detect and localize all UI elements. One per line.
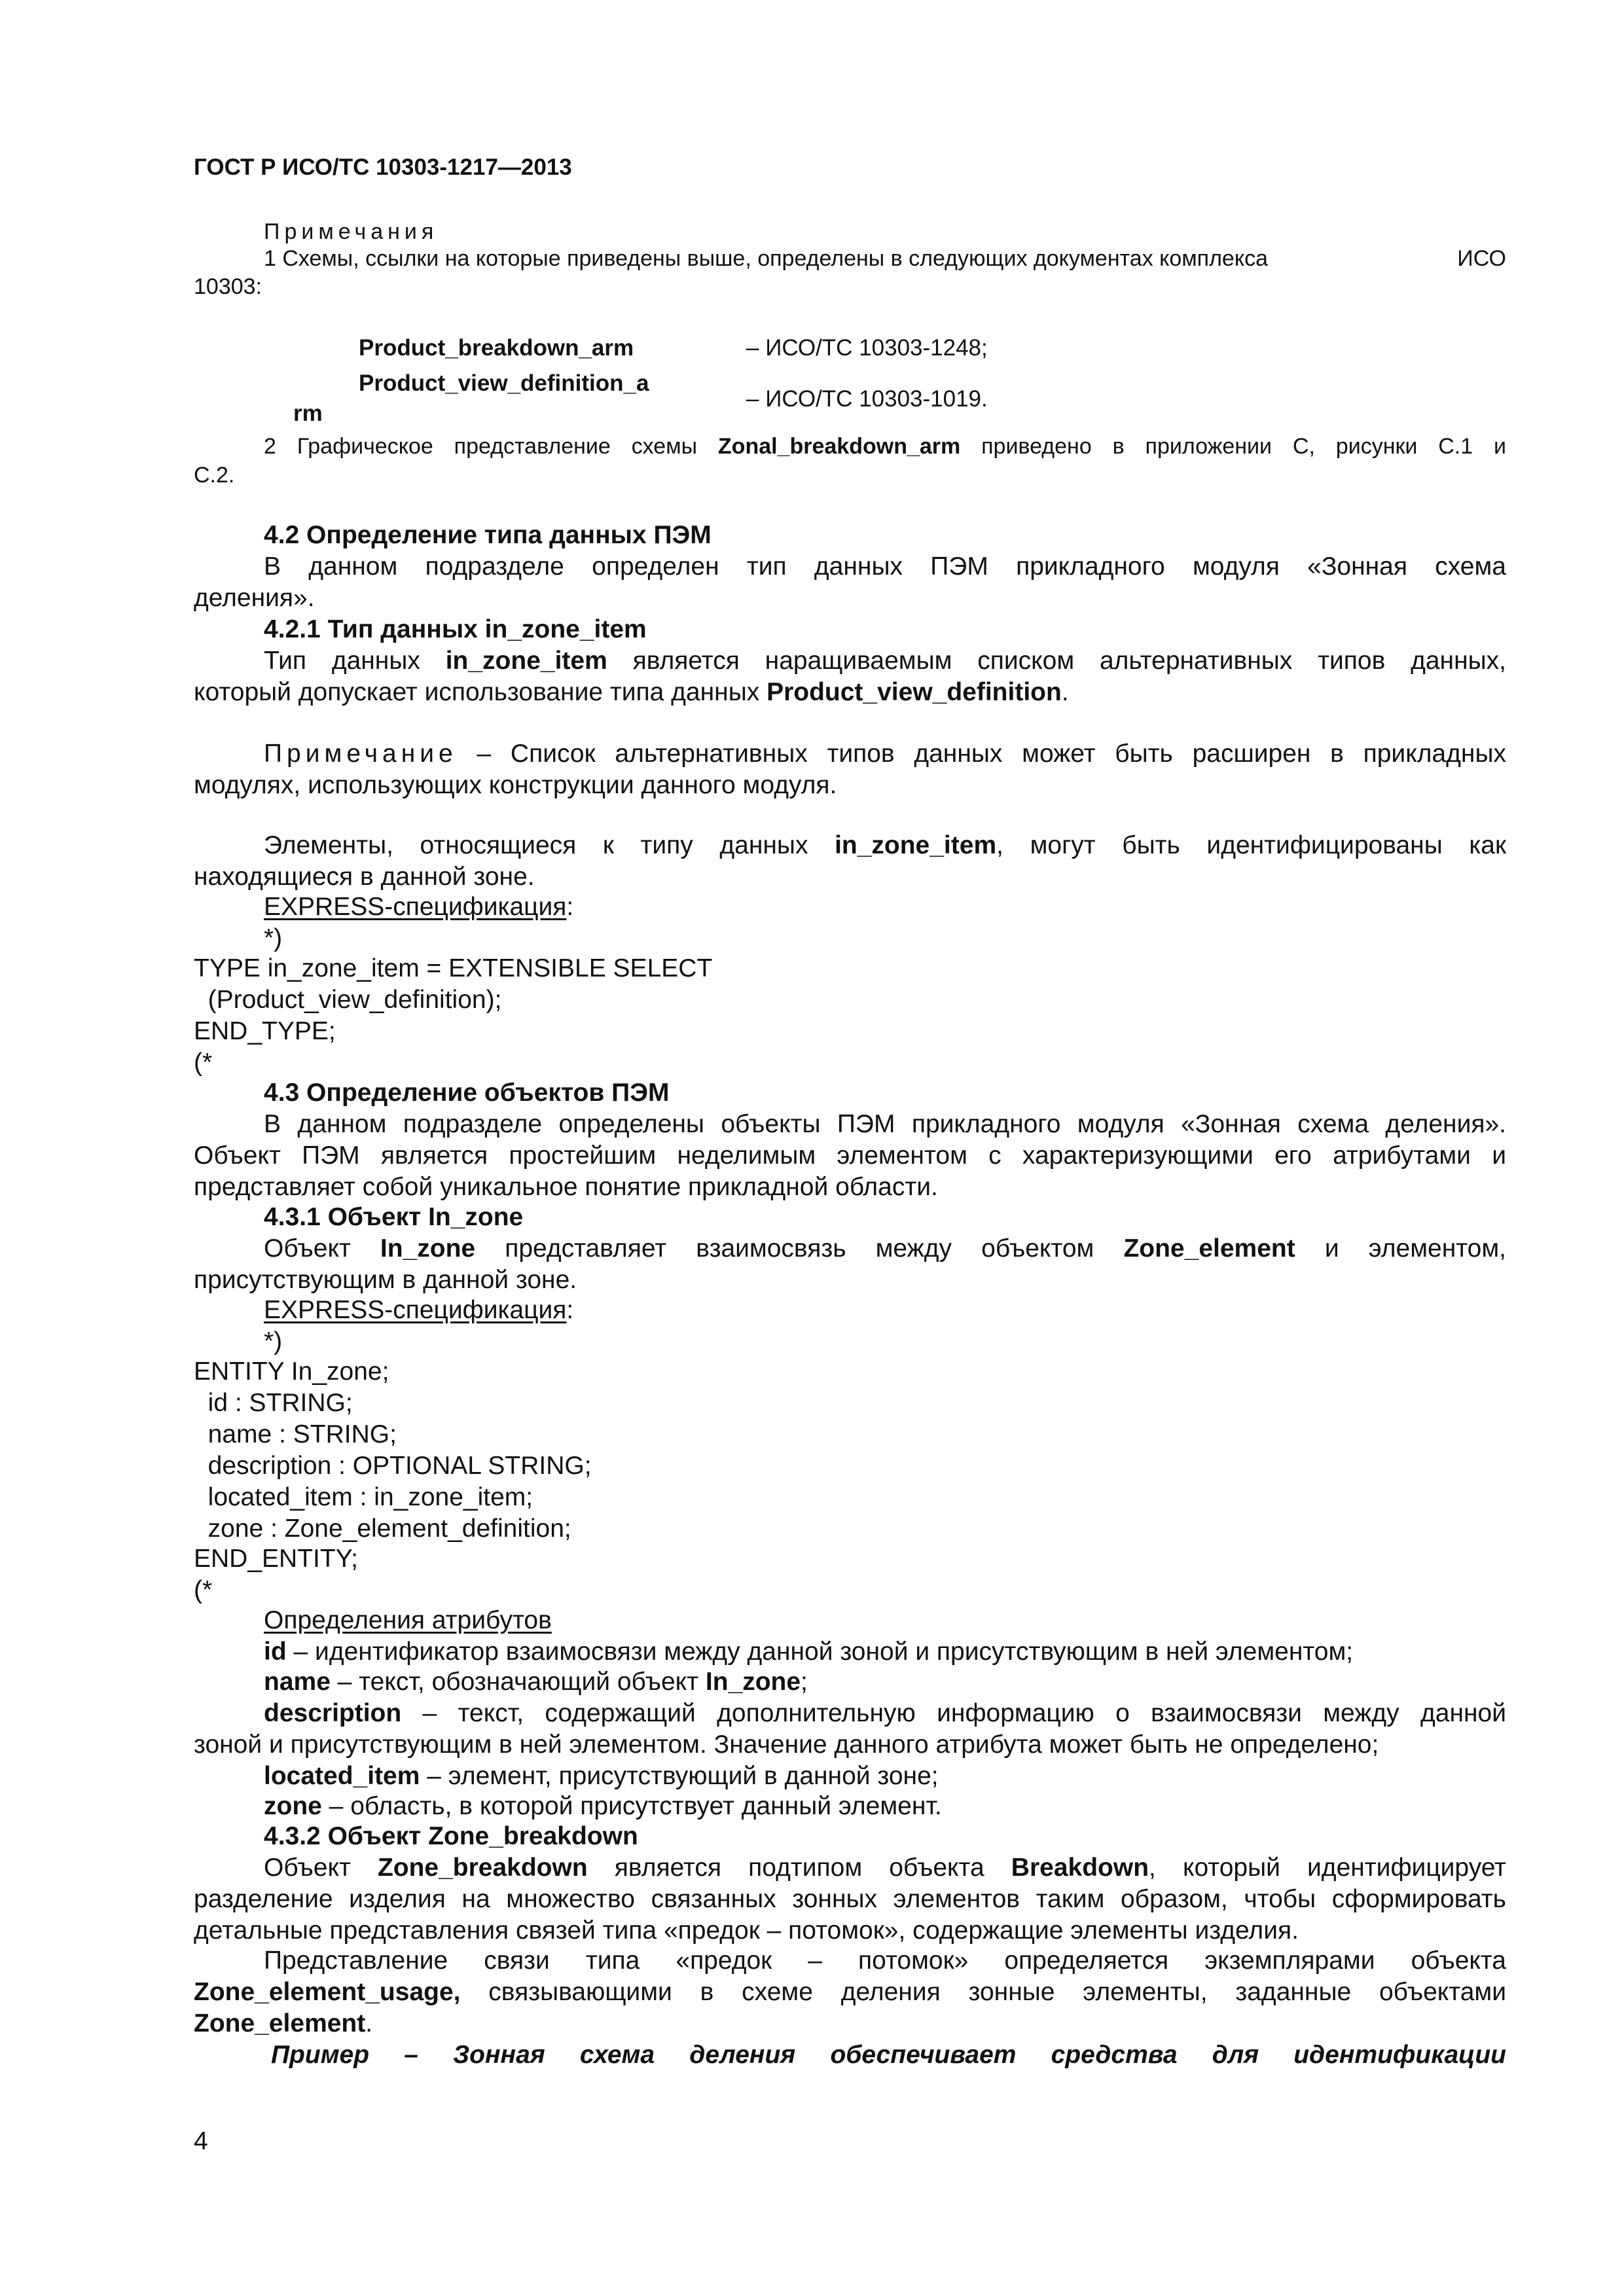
section-4-3-2-text: Представление связи типа «предок – потомок» определяется экземплярами объекта [264, 1946, 1506, 1975]
code-line: TYPE in_zone_item = EXTENSIBLE SELECT [194, 954, 713, 982]
section-4-3-text: Объект ПЭМ является простейшим неделимым элементом с характеризующими его атрибутами и [194, 1141, 1506, 1170]
note-2: 2 Графическое представление схемы Zonal_breakdown_arm приведено в приложении С, рисунки С.1 и [264, 434, 1507, 459]
section-4-3-1-heading: 4.3.1 Объект In_zone [264, 1203, 524, 1231]
ref-schema-2-cont: rm [293, 401, 323, 426]
ref-doc-2: – ИСО/ТС 10303-1019. [746, 386, 988, 412]
ref-schema-2: Product_view_definition_a [359, 370, 649, 396]
express-open-2: *) [264, 1327, 283, 1355]
section-4-3-1-text: Объект In_zone представляет взаимосвязь между объектом Zone_element и элементом, [264, 1234, 1507, 1263]
code-line: name : STRING; [194, 1420, 397, 1448]
attr-id: id – идентификатор взаимосвязи между данной зоной и присутствующим в ней элементом; [264, 1638, 1354, 1666]
section-4-2-1-note: Примечание – Список альтернативных типов данных может быть расширен в прикладных [264, 740, 1506, 768]
section-4-2-1-heading: 4.2.1 Тип данных in_zone_item [264, 615, 647, 643]
section-4-2-text: В данном подразделе определен тип данных ПЭМ прикладного модуля «Зонная схема [264, 552, 1506, 581]
code-line: END_ENTITY; [194, 1545, 359, 1573]
code-line: description : OPTIONAL STRING; [194, 1452, 592, 1480]
section-4-2-heading: 4.2 Определение типа данных ПЭМ [264, 521, 712, 549]
section-4-3-1-text-cont: присутствующим в данной зоне. [194, 1266, 577, 1294]
section-4-3-2-text: детальные представления связей типа «предок – потомок», содержащие элементы изделия. [194, 1916, 1299, 1945]
ref-schema-1: Product_breakdown_arm [359, 335, 634, 361]
example-text: Пример – Зонная схема деления обеспечивает средства для идентификации [271, 2041, 1506, 2069]
section-4-3-text: представляет собой уникальное понятие прикладной области. [194, 1173, 938, 1201]
code-line: zone : Zone_element_definition; [194, 1515, 571, 1543]
section-4-2-1-text-cont: который допускает использование типа данных Product_view_definition. [194, 678, 1069, 706]
section-4-2-1-elements-cont: находящиеся в данной зоне. [194, 863, 535, 891]
note-2-cont: С.2. [194, 463, 235, 488]
section-4-3-2-text: Zone_element. [194, 2009, 373, 2037]
attr-description: description – текст, содержащий дополнительную информацию о взаимосвязи между данной [264, 1699, 1506, 1727]
section-4-2-1-note-cont: модулях, использующих конструкции данного модуля. [194, 771, 837, 799]
section-4-3-text: В данном подразделе определены объекты ПЭМ прикладного модуля «Зонная схема деления». [264, 1110, 1506, 1138]
note-1-cont: 10303: [194, 274, 262, 299]
attr-zone: zone – область, в которой присутствует данный элемент. [264, 1792, 942, 1820]
attr-located-item: located_item – элемент, присутствующий в данной зоне; [264, 1762, 939, 1790]
notes-title: Примечания [264, 219, 439, 244]
express-spec-label-2: EXPRESS-спецификация: [264, 1296, 574, 1324]
section-4-3-heading: 4.3 Определение объектов ПЭМ [264, 1079, 670, 1107]
section-4-3-2-text: разделение изделия на множество связанных зонных элементов таким образом, чтобы сформировать [194, 1885, 1506, 1913]
code-line: id : STRING; [194, 1389, 353, 1417]
section-4-3-2-text: Zone_element_usage, связывающими в схеме деления зонные элементы, заданные объектами [194, 1978, 1506, 2006]
document-header: ГОСТ Р ИСО/ТС 10303-1217—2013 [194, 154, 572, 180]
express-open-1: *) [264, 924, 283, 952]
section-4-2-text-cont: деления». [194, 584, 315, 612]
code-line: (* [194, 1049, 213, 1077]
ref-doc-1: – ИСО/ТС 10303-1248; [746, 335, 988, 361]
code-line: ENTITY In_zone; [194, 1357, 389, 1386]
attribute-definitions-heading: Определения атрибутов [264, 1606, 552, 1634]
express-spec-label-1: EXPRESS-спецификация: [264, 893, 574, 921]
section-4-3-2-heading: 4.3.2 Объект Zone_breakdown [264, 1822, 638, 1850]
code-line: located_item : in_zone_item; [194, 1483, 533, 1511]
section-4-3-2-text: Объект Zone_breakdown является подтипом объекта Breakdown, который идентифицирует [264, 1854, 1507, 1882]
code-line: (Product_view_definition); [194, 986, 502, 1014]
attr-name: name – текст, обозначающий объект In_zone; [264, 1668, 808, 1696]
page-number: 4 [194, 2127, 208, 2155]
section-4-2-1-elements: Элементы, относящиеся к типу данных in_zone_item, могут быть идентифицированы как [264, 831, 1507, 859]
attr-description-cont: зоной и присутствующим в ней элементом. Значение данного атрибута может быть не определено; [194, 1731, 1379, 1759]
section-4-2-1-text: Тип данных in_zone_item является наращиваемым списком альтернативных типов данных, [264, 647, 1506, 675]
code-line: END_TYPE; [194, 1017, 336, 1045]
code-line: (* [194, 1576, 213, 1604]
note-1: 1 Схемы, ссылки на которые приведены выше, определены в следующих документах комплекса ИСО [264, 246, 1506, 271]
